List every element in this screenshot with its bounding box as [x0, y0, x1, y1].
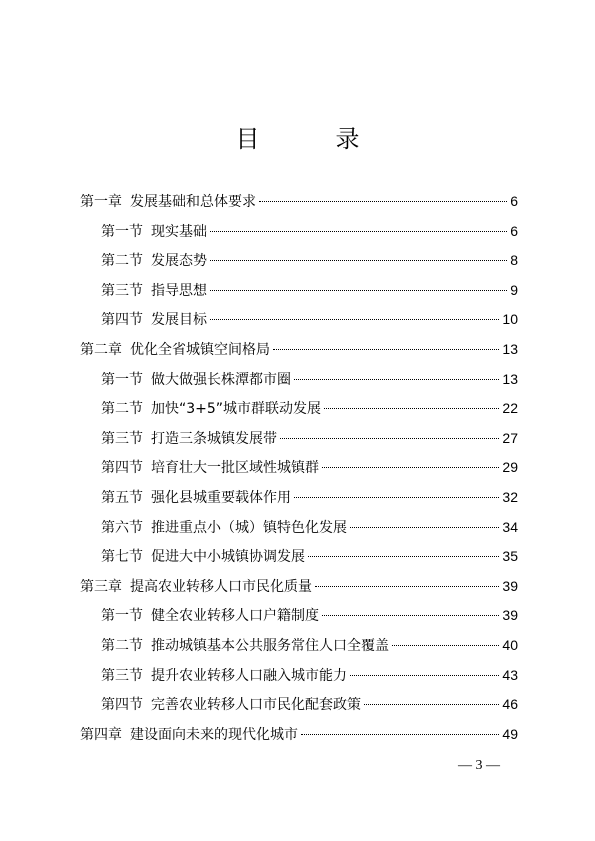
- toc-section-entry[interactable]: [80, 453, 518, 483]
- toc-entry-number: 第一节: [101, 371, 143, 388]
- toc-entry-label: [101, 247, 207, 277]
- toc-entry-page: 27: [502, 429, 518, 446]
- toc-entry-label: [101, 632, 389, 662]
- toc-section-entry[interactable]: [80, 542, 518, 572]
- page-number: — 3 —: [458, 758, 500, 773]
- dot-leader: [364, 704, 499, 705]
- toc-section-entry[interactable]: [80, 217, 518, 247]
- dot-leader: [392, 645, 499, 646]
- dot-leader: [210, 231, 507, 232]
- toc-entry-page: 40: [502, 636, 518, 653]
- toc-entry-title: 健全农业转移人口户籍制度: [151, 608, 319, 625]
- toc-entry-label: [101, 543, 305, 573]
- toc-entry-label: [101, 425, 277, 455]
- toc-entry-label: [101, 662, 347, 692]
- toc-entry-title: 发展态势: [151, 253, 207, 270]
- dot-leader: [259, 201, 507, 202]
- toc-section-entry[interactable]: [80, 661, 518, 691]
- toc-chapter-entry[interactable]: [80, 720, 518, 750]
- toc-entry-number: 第一章: [80, 194, 122, 210]
- toc-entry-page: 46: [502, 696, 518, 713]
- toc-entry-page: 43: [502, 666, 518, 683]
- toc-entry-label: [101, 514, 347, 544]
- toc-section-entry[interactable]: [80, 690, 518, 720]
- toc-entry-title: 指导思想: [151, 282, 207, 299]
- dot-leader: [350, 527, 499, 528]
- dot-leader: [210, 319, 499, 320]
- toc-entry-page: 35: [502, 548, 518, 565]
- dot-leader: [308, 556, 499, 557]
- dot-leader: [315, 586, 499, 587]
- toc-entry-number: 第二节: [101, 401, 143, 418]
- toc-entry-number: 第三节: [101, 282, 143, 299]
- dot-leader: [294, 379, 499, 380]
- toc-entry-number: 第三章: [80, 578, 122, 595]
- toc-entry-title: 优化全省城镇空间格局: [130, 341, 270, 358]
- toc-section-entry[interactable]: [80, 631, 518, 661]
- toc-entry-page: 34: [502, 518, 518, 535]
- toc-entry-title: 推进重点小（城）镇特色化发展: [151, 519, 347, 536]
- toc-entry-title: 强化县城重要载体作用: [151, 489, 291, 506]
- toc-entry-title: 发展基础和总体要求: [130, 194, 256, 210]
- dot-leader: [322, 615, 499, 616]
- toc-entry-label: [101, 306, 207, 336]
- toc-entry-page: 32: [502, 488, 518, 505]
- toc-entry-title: 提高农业转移人口市民化质量: [130, 578, 312, 595]
- toc-entry-label: [80, 721, 298, 751]
- toc-entry-title: 培育壮大一批区域性城镇群: [151, 460, 319, 477]
- toc-entry-title: 现实基础: [151, 223, 207, 240]
- toc-chapter-entry[interactable]: [80, 572, 518, 602]
- toc-entry-number: 第四节: [101, 312, 143, 329]
- toc-entry-number: 第六节: [101, 519, 143, 536]
- toc-entry-number: 第三节: [101, 667, 143, 684]
- toc-entry-page: 22: [502, 400, 518, 417]
- toc-entry-number: 第一节: [101, 223, 143, 240]
- toc-entry-label: [101, 691, 361, 721]
- toc-entry-page: 39: [502, 577, 518, 594]
- toc-entry-number: 第四节: [101, 697, 143, 714]
- toc-entry-label: [80, 336, 270, 366]
- toc-entry-title: 促进大中小城镇协调发展: [151, 549, 305, 566]
- dot-leader: [210, 290, 507, 291]
- toc-entry-page: 9: [510, 281, 518, 298]
- toc-entry-page: 6: [510, 222, 518, 239]
- toc-entry-page: 13: [502, 340, 518, 357]
- toc-entry-page: 8: [510, 252, 518, 269]
- toc-entry-number: 第四节: [101, 460, 143, 477]
- toc-entry-label: [80, 188, 256, 218]
- toc-entry-number: 第五节: [101, 489, 143, 506]
- dot-leader: [301, 734, 499, 735]
- toc-entry-title: 加快“3+5”城市群联动发展: [151, 401, 322, 418]
- toc-entry-page: 29: [502, 459, 518, 476]
- toc-entry-page: 13: [502, 370, 518, 387]
- dot-leader: [273, 349, 499, 350]
- toc-entry-label: [101, 454, 319, 484]
- toc-section-entry[interactable]: [80, 513, 518, 543]
- toc-section-entry[interactable]: [80, 601, 518, 631]
- dot-leader: [324, 408, 499, 409]
- table-of-contents: [80, 187, 518, 749]
- toc-entry-title: 做大做强长株潭都市圈: [151, 371, 291, 388]
- toc-entry-title: 推动城镇基本公共服务常住人口全覆盖: [151, 637, 389, 654]
- toc-entry-number: 第七节: [101, 549, 143, 566]
- toc-entry-label: [101, 366, 291, 396]
- page-title: 目 录: [235, 125, 386, 153]
- dot-leader: [350, 675, 499, 676]
- toc-chapter-entry[interactable]: [80, 335, 518, 365]
- dot-leader: [294, 497, 499, 498]
- toc-entry-label: [80, 573, 312, 603]
- toc-entry-title: 完善农业转移人口市民化配套政策: [151, 697, 361, 714]
- toc-section-entry[interactable]: [80, 483, 518, 513]
- toc-section-entry[interactable]: [80, 394, 518, 424]
- toc-chapter-entry[interactable]: [80, 187, 518, 217]
- toc-section-entry[interactable]: [80, 276, 518, 306]
- dot-leader: [280, 438, 499, 439]
- toc-section-entry[interactable]: [80, 246, 518, 276]
- toc-entry-page: 49: [502, 725, 518, 742]
- toc-entry-label: [101, 395, 321, 425]
- toc-entry-label: [101, 218, 207, 248]
- toc-entry-title: 打造三条城镇发展带: [151, 430, 277, 447]
- toc-entry-number: 第二章: [80, 341, 122, 358]
- toc-entry-number: 第一节: [101, 608, 143, 625]
- toc-entry-label: [101, 277, 207, 307]
- toc-entry-label: [101, 484, 291, 514]
- toc-entry-number: 第二节: [101, 637, 143, 654]
- toc-entry-number: 第二节: [101, 253, 143, 270]
- toc-entry-title: 建设面向未来的现代化城市: [130, 726, 298, 743]
- toc-entry-page: 6: [510, 193, 518, 209]
- toc-entry-number: 第四章: [80, 726, 122, 743]
- toc-entry-title: 发展目标: [151, 312, 207, 329]
- toc-entry-title: 提升农业转移人口融入城市能力: [151, 667, 347, 684]
- toc-entry-page: 39: [502, 607, 518, 624]
- toc-entry-number: 第三节: [101, 430, 143, 447]
- toc-entry-page: 10: [502, 311, 518, 328]
- dot-leader: [210, 260, 507, 261]
- toc-entry-label: [101, 602, 319, 632]
- toc-section-entry[interactable]: [80, 305, 518, 335]
- toc-section-entry[interactable]: [80, 365, 518, 395]
- dot-leader: [322, 467, 499, 468]
- toc-section-entry[interactable]: [80, 424, 518, 454]
